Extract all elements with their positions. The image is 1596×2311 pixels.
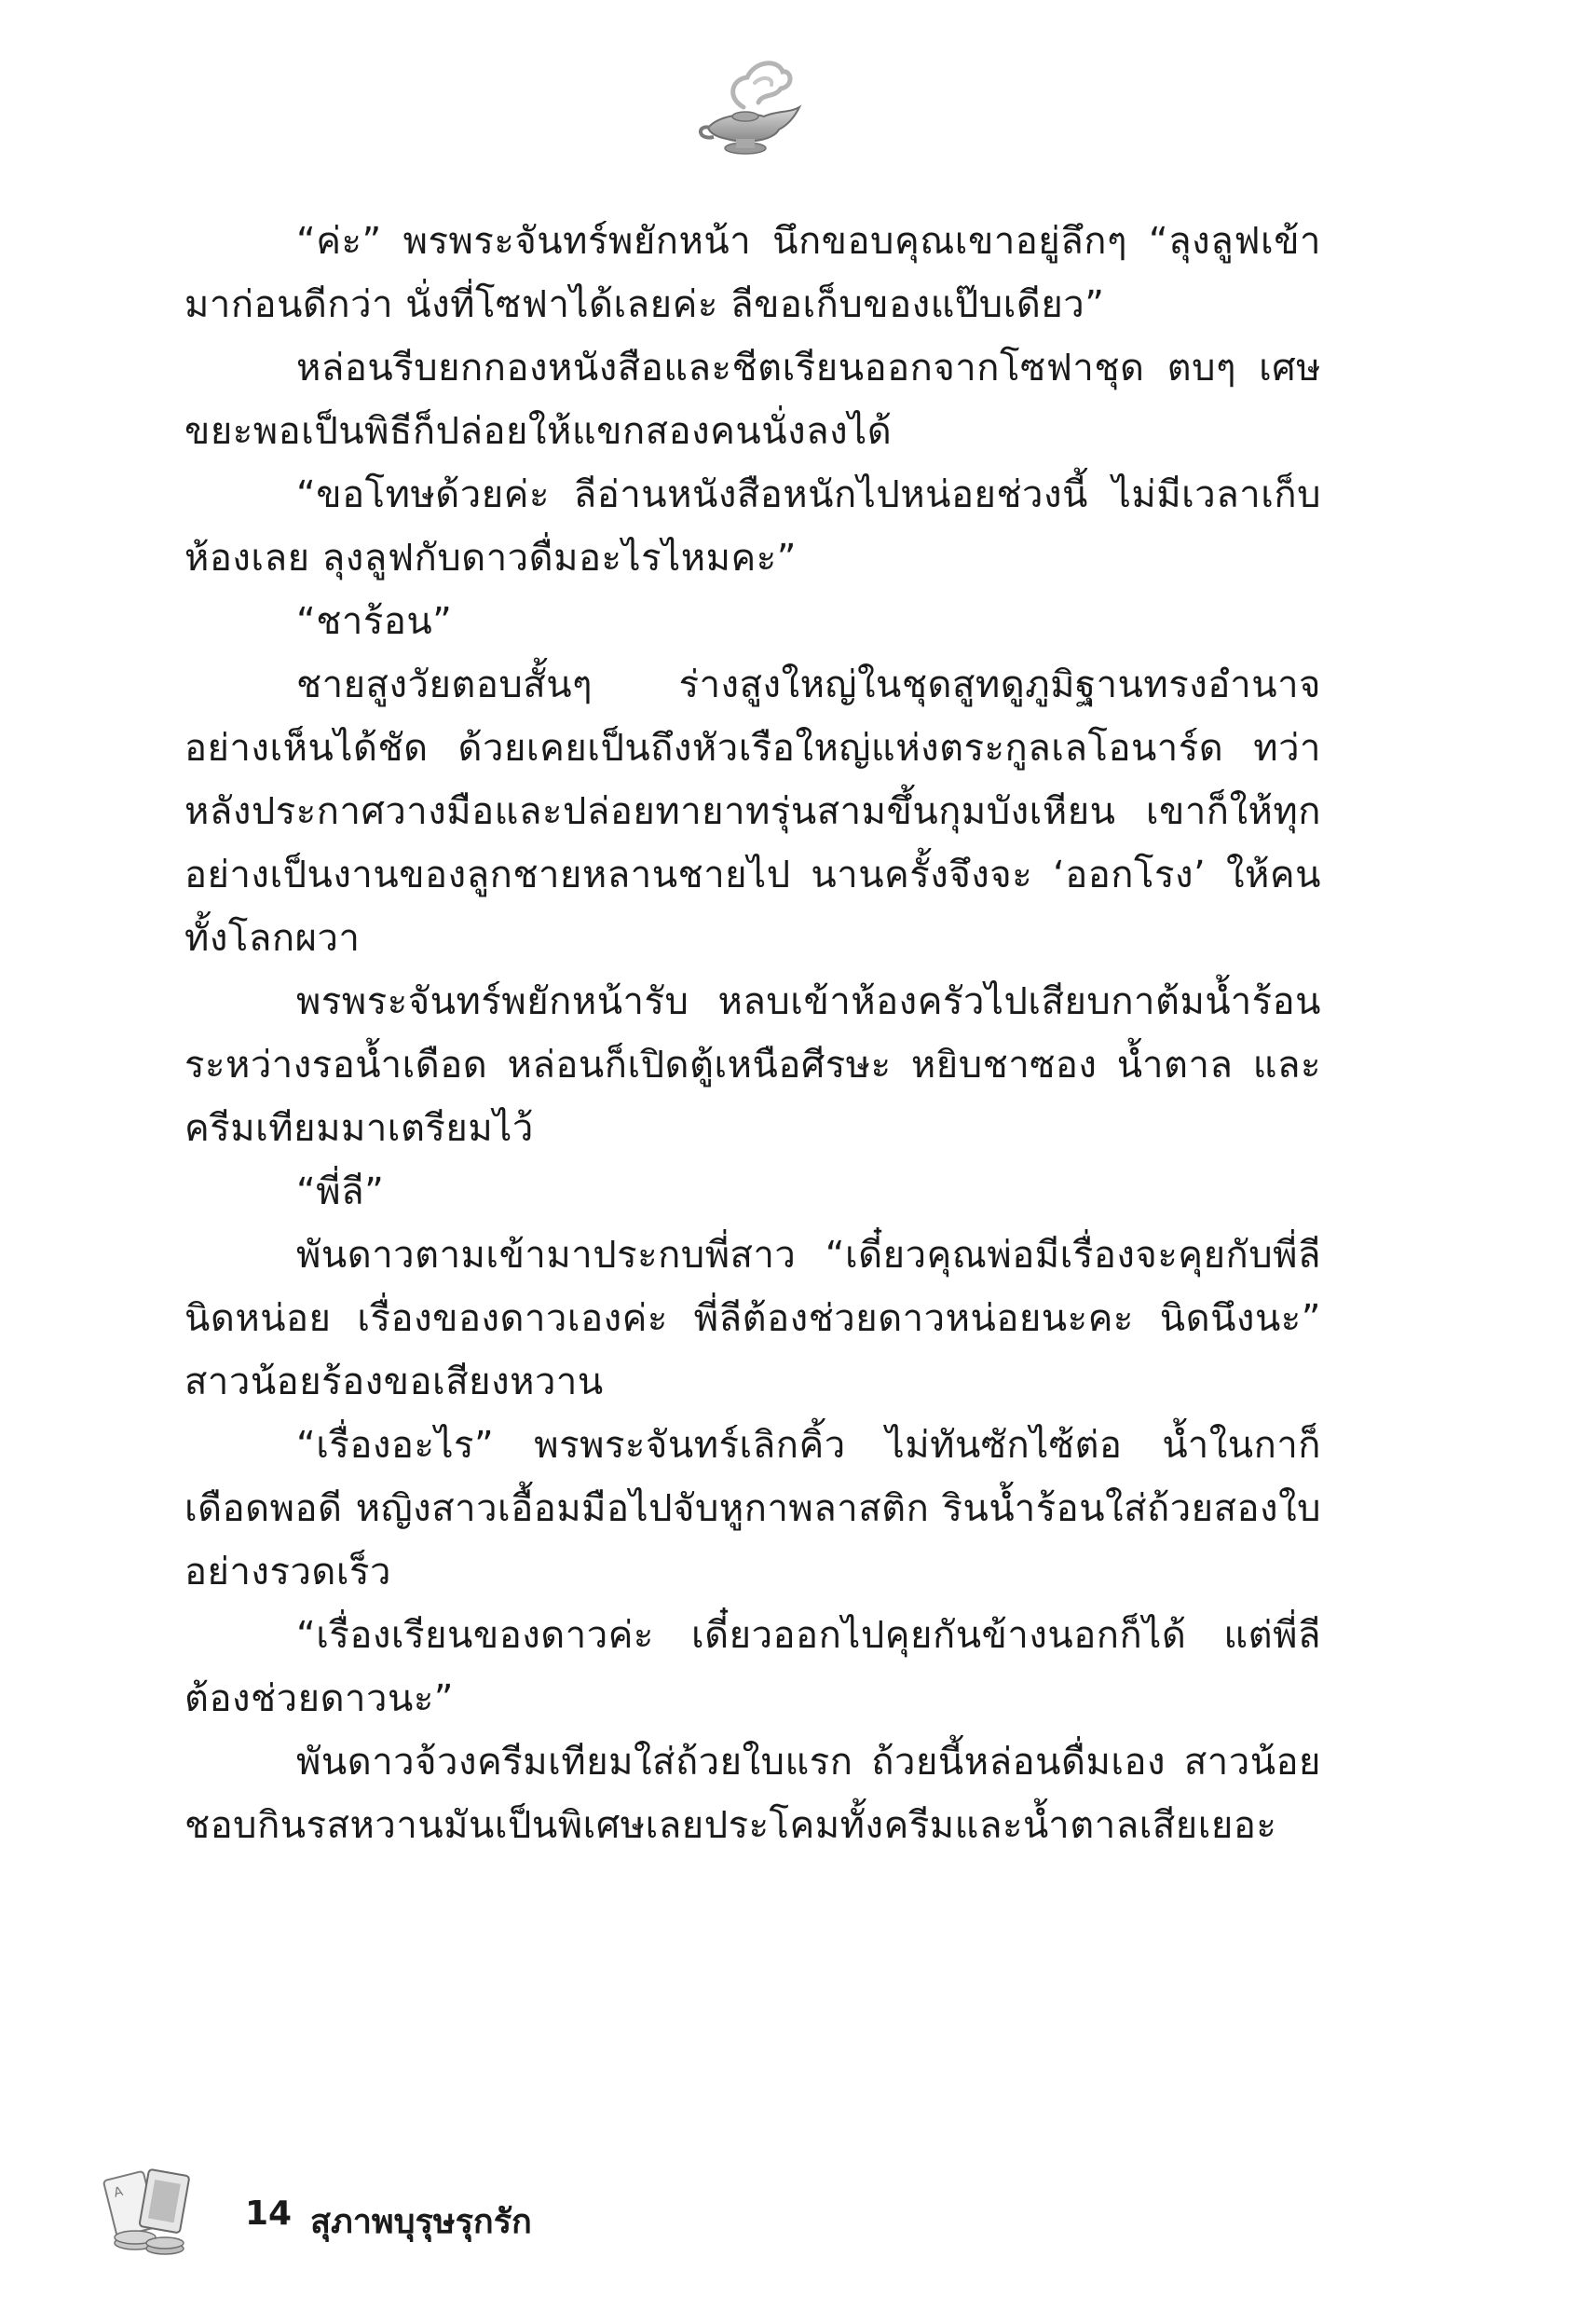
paragraph: “เรื่องอะไร” พรพระจันทร์เลิกคิ้ว ไม่ทันซักไซ้ต่อ น้ำในกาก็เดือดพอดี หญิงสาวเอื้อมมือไปจับหูกาพลาสติก รินน้ำร้อนใส่ถ้วยสองใบอย่างรวดเร็ว [184, 1424, 1321, 1593]
paragraph: “พี่ลี” [296, 1170, 385, 1213]
paragraph: ชายสูงวัยตอบสั้นๆ ร่างสูงใหญ่ในชุดสูทดูภูมิฐานทรงอำนาจอย่างเห็นได้ชัด ด้วยเคยเป็นถึงหัวเรือใหญ่แห่งตระกูลเลโอนาร์ด ทว่าหลังประกาศวางมือและปล่อยทายาทรุ่นสามขึ้นกุมบังเหียน เขาก็ให้ทุกอย่างเป็นงานของลูกชายหลานชายไป นานครั้งจึงจะ ‘ออกโรง’ ให้คนทั้งโลกผวา [184, 663, 1321, 960]
svg-text:A: A [112, 2183, 125, 2201]
paragraph: พันดาวตามเข้ามาประกบพี่สาว “เดี๋ยวคุณพ่อมีเรื่องจะคุยกับพี่ลีนิดหน่อย เรื่องของดาวเองค่ะ พี่ลีต้องช่วยดาวหน่อยนะคะ นิดนึงนะ” สาวน้อยร้องขอเสียงหวาน [184, 1234, 1321, 1403]
paragraph: พันดาวจ้วงครีมเทียมใส่ถ้วยใบแรก ถ้วยนี้หล่อนดื่มเอง สาวน้อยชอบกินรสหวานมันเป็นพิเศษเลยประโคมทั้งครีมและน้ำตาลเสียเยอะ [184, 1741, 1321, 1847]
playing-cards-coins-icon [98, 2167, 210, 2260]
page-footer [98, 2167, 750, 2260]
paragraph: “ค่ะ” พรพระจันทร์พยักหน้า นึกขอบคุณเขาอยู่ลึกๆ “ลุงลูฟเข้ามาก่อนดีกว่า นั่งที่โซฟาได้เลยค่ะ ลีขอเก็บของแป๊บเดียว” [184, 220, 1321, 326]
paragraph: “ขอโทษด้วยค่ะ ลีอ่านหนังสือหนักไปหน่อยช่วงนี้ ไม่มีเวลาเก็บห้องเลย ลุงลูฟกับดาวดื่มอะไรไหมคะ” [184, 473, 1321, 580]
paragraph: หล่อนรีบยกกองหนังสือและชีตเรียนออกจากโซฟาชุด ตบๆ เศษขยะพอเป็นพิธีก็ปล่อยให้แขกสองคนนั่งลงได้ [184, 347, 1321, 453]
book-title: สุภาพบุรุษรุกรัก [310, 2203, 532, 2241]
story-text [184, 210, 1321, 1857]
paragraph: “เรื่องเรียนของดาวค่ะ เดี๋ยวออกไปคุยกันข้างนอกก็ได้ แต่พี่ลีต้องช่วยดาวนะ” [184, 1614, 1321, 1720]
page-number: 14 [245, 2195, 293, 2233]
paragraph: พรพระจันทร์พยักหน้ารับ หลบเข้าห้องครัวไปเสียบกาต้มน้ำร้อน ระหว่างรอน้ำเดือด หล่อนก็เปิดตู้เหนือศีรษะ หยิบชาซอง น้ำตาล และครีมเทียมมาเตรียมไว้ [184, 980, 1321, 1150]
genie-lamp-icon [689, 51, 811, 163]
paragraph: “ชาร้อน” [296, 600, 453, 643]
